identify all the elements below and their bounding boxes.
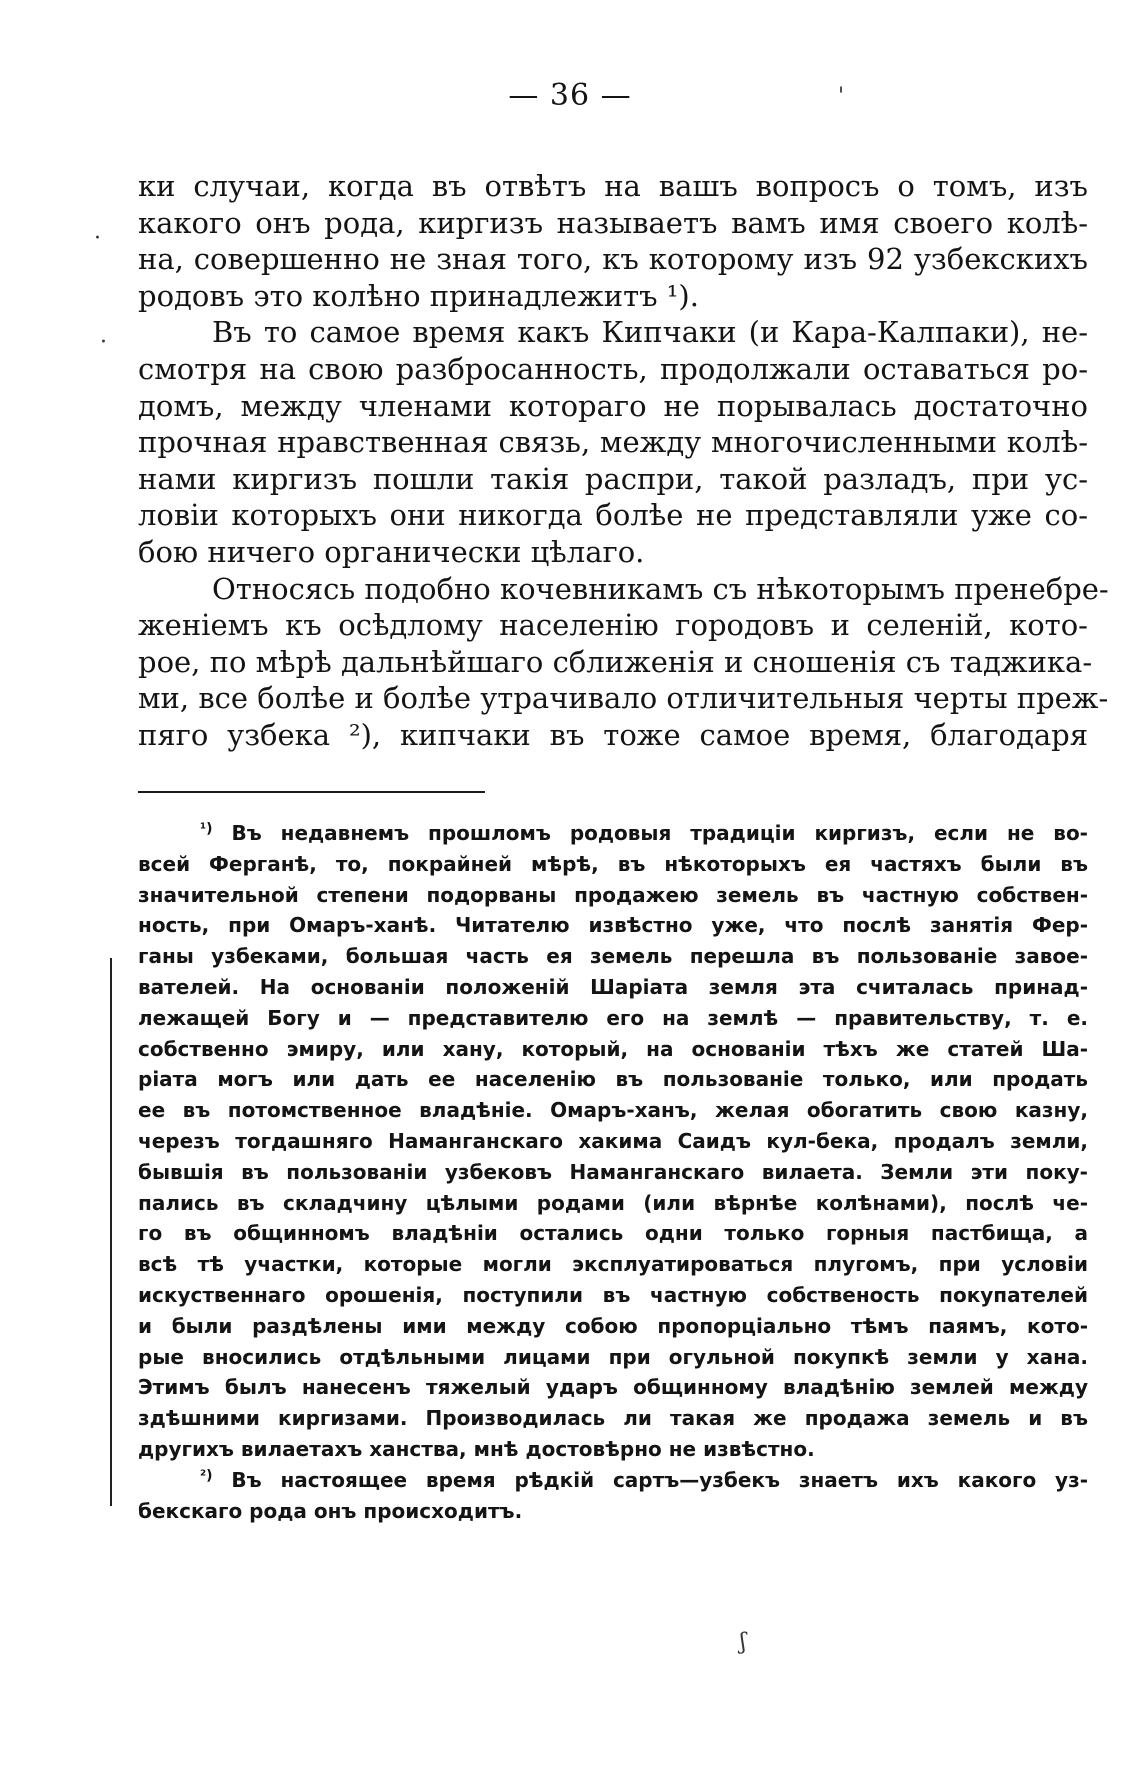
- body-line: рое, по мѣрѣ дальнѣйшаго сближенія и сношенія съ таджика-: [138, 644, 1093, 679]
- footnote-line: бекскаго рода онъ происходитъ.: [138, 1498, 523, 1523]
- footnote-line: другихъ вилаетахъ ханства, мнѣ достовѣрно не извѣстно.: [138, 1436, 815, 1461]
- footnote-line: вателей. На основаніи положеній Шаріата земля эта считалась принад-: [138, 974, 1088, 999]
- stray-mark: ·: [100, 330, 107, 355]
- body-line: ми, все болѣе и болѣе утрачивало отличительныя черты преж-: [138, 681, 1109, 716]
- body-line: смотря на свою разбросанность, продолжали оставаться ро-: [138, 351, 1088, 386]
- footnote-line: ность, при Омаръ-ханѣ. Читателю извѣстно уже, что послѣ занятія Фер-: [138, 913, 1088, 938]
- body-line: нами киргизъ пошли такія распри, такой разладъ, при ус-: [138, 461, 1088, 496]
- body-line: Относясь подобно кочевникамъ съ нѣкоторымъ пренебре-: [212, 571, 1109, 606]
- footnote-marker: ²): [200, 1467, 213, 1484]
- body-line: бою ничего органически цѣлаго.: [138, 534, 645, 569]
- body-line: какого онъ рода, киргизъ называетъ вамъ имя своего колѣ-: [138, 205, 1088, 240]
- margin-bar: [110, 958, 112, 1506]
- footnote-line: всей Ферганѣ, то, покрайней мѣрѣ, въ нѣкоторыхъ ея частяхъ были въ: [138, 851, 1088, 876]
- page-number: — 36 —: [508, 78, 632, 113]
- footnote-line: $^{^2)}$ Въ настоящее время рѣдкій сартъ—узбекъ знаетъ ихъ какого уз-: [200, 1467, 1088, 1492]
- footnotes: [138, 818, 1088, 1526]
- footnote-line: значительной степени подорваны продажею земель въ частную собствен-: [138, 882, 1088, 907]
- stray-mark: ·: [94, 226, 101, 251]
- footnote-line: здѣшними киргизами. Производилась ли такая же продажа земель и въ: [138, 1406, 1088, 1431]
- body-line: прочная нравственная связь, между многочисленными колѣ-: [138, 425, 1088, 460]
- footnote-line: пались въ складчину цѣлыми родами (или вѣрнѣе колѣнами), послѣ че-: [138, 1190, 1088, 1215]
- footnote-separator: [138, 791, 485, 793]
- footnote-line: ріата могъ или дать ее населенію въ пользованіе только, или продать: [138, 1067, 1088, 1092]
- body-text: [138, 168, 1109, 754]
- body-line: домъ, между членами котораго не порывалась достаточно: [138, 388, 1088, 423]
- footnote-line: го въ общинномъ владѣніи остались одни только горныя пастбища, а: [138, 1221, 1088, 1246]
- footnote-line: $^{^1)}$ Въ недавнемъ прошломъ родовыя традиціи киргизъ, если не во-: [200, 821, 1088, 845]
- footnote-line: бывшія въ пользованіи узбековъ Наманганскаго вилаета. Земли эти поку-: [138, 1159, 1088, 1184]
- body-line: родовъ это колѣно принадлежитъ ¹).: [138, 278, 699, 313]
- footnote-line: собственно эмиру, или хану, который, на основаніи тѣхъ же статей Ша-: [138, 1036, 1088, 1061]
- footnote-line: черезъ тогдашняго Наманганскаго хакима Саидъ кул-бека, продалъ земли,: [138, 1128, 1088, 1153]
- body-line: женіемъ къ осѣдлому населенію городовъ и селеній, кото-: [138, 608, 1088, 643]
- body-line: на, совершенно не зная того, къ которому изъ 92 узбекскихъ: [138, 242, 1088, 277]
- footnote-line: ганы узбеками, большая часть ея земель перешла въ пользованіе завое-: [138, 944, 1088, 969]
- stray-mark: ': [838, 84, 845, 109]
- footnote-line: и были раздѣлены ими между собою пропорціально тѣмъ паямъ, кото-: [138, 1313, 1088, 1338]
- footnote-line: рые вносились отдѣльными лицами при огульной покупкѣ земли у хана.: [138, 1344, 1088, 1369]
- footnote-line: лежащей Богу и — представителю его на землѣ — правительству, т. е.: [138, 1005, 1088, 1030]
- body-line: Въ то самое время какъ Кипчаки (и Кара-Калпаки), не-: [212, 315, 1088, 350]
- footnote-line: искуственнаго орошенія, поступили въ частную собственость покупателей: [138, 1282, 1088, 1307]
- footnote-line: ее въ потомственное владѣніе. Омаръ-ханъ, желая обогатить свою казну,: [138, 1098, 1088, 1123]
- body-line: ки случаи, когда въ отвѣтъ на вашъ вопросъ о томъ, изъ: [138, 169, 1088, 203]
- stray-mark: ʃ: [740, 1630, 746, 1655]
- body-line: пяго узбека ²), кипчаки въ тоже самое время, благодаря: [138, 717, 1088, 752]
- footnote-line: Этимъ былъ нанесенъ тяжелый ударъ общинному владѣнію землей между: [138, 1375, 1088, 1400]
- footnote-line: всѣ тѣ участки, которые могли эксплуатироваться плугомъ, при условіи: [138, 1252, 1088, 1277]
- footnote-marker: ¹): [200, 821, 213, 837]
- body-line: ловіи которыхъ они никогда болѣе не представляли уже со-: [138, 498, 1088, 533]
